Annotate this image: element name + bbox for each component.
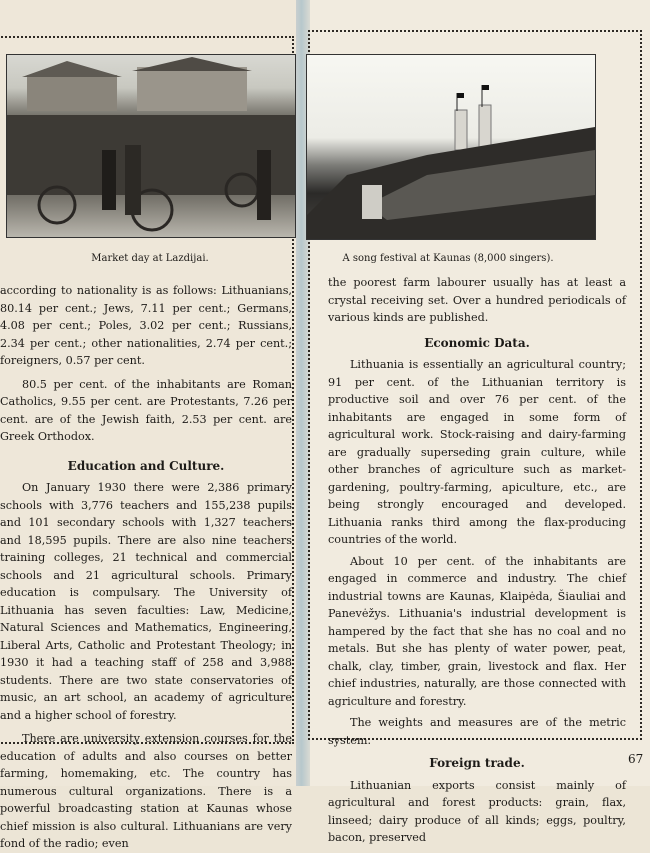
economic-heading: Economic Data. [424,335,530,350]
nationality-paragraph: according to nationality is as follows: Lithuanians, 80.14 per cent.; Jews, 7.11 per cent.; Germans, 4.08 per cent.; Poles, 3.02 per cent.; Russians, 2.34 per cent.; other nationalities, 2.74 per cent.; foreigners, 0.57 per cent. [0,284,292,367]
foreign-trade-heading: Foreign trade. [429,756,525,770]
measures-paragraph: The weights and measures are of the metric system. [328,716,626,747]
market-day-illustration [7,55,295,237]
song-festival-photo [306,54,596,240]
market-day-caption: Market day at Lazdijai. [91,253,209,264]
extension-paragraph: There are university extension courses for the education of adults and also courses on better farming, homemaking, etc. The country has numerous cultural organizations. There is a powerful broadcasting station at Kaunas whose chief mission is also cultural. Lithuanians are very fond of the radio; even [0,732,292,850]
religion-paragraph: 80.5 per cent. of the inhabitants are Roman Catholics, 9.55 per cent. are Protestants, 7.26 per cent. are of the Jewish faith, 2.53 per cent. are Greek Orthodox. [0,377,292,443]
education-heading: Education and Culture. [67,458,225,473]
page-number: 67 [628,752,644,766]
song-festival-illustration [307,55,595,239]
exports-paragraph: Lithuanian exports consist mainly of agricultural and forest products: grain, flax, linseed; dairy produce of all kinds; eggs, poultry, bacon, preserved [328,778,626,844]
agriculture-paragraph: Lithuania is essentially an agricultural country; 91 per cent. of the Lithuanian territory is productive soil and over 76 per cent. of the inhabitants are engaged in some form of agricultural work. Stock-raising and dairy-farming are gradually superseding grain culture, while other branches of agriculture such as market-gardening, poultry-farming, apiculture, etc., are being strongly encouraged and developed. Lithuania ranks third among the flax-producing countries of the world. [328,358,626,546]
song-festival-caption: A song festival at Kaunas (8,000 singers). [342,253,554,264]
education-paragraph: On January 1930 there were 2,386 primary schools with 3,776 teachers and 155,238 pupils and 101 secondary schools with 1,327 teachers and 18,595 pupils. There are also nine teachers training colleges, 21 technical and commercial schools and 21 agricultural schools. Primary education is compulsary. The University of Lithuania has seven faculties: Law, Medicine, Natural Sciences and Mathematics, Engineering, Liberal Arts, Catholic and Protestant Theology; in 1930 it had a teaching staff of 258 and 3,988 students. There are two state conservatories of music, an art school, an academy of agriculture and a higher school of forestry. [0,481,292,722]
market-day-photo [6,54,296,238]
right-text-column [328,274,626,847]
industry-paragraph: About 10 per cent. of the inhabitants are engaged in commerce and industry. The chief industrial towns are Kaunas, Klaipėda, Šiauliai and Panevėžys. Lithuania's industrial development is hampered by the fact that she has no coal and no metals. But she has plenty of water power, peat, chalk, clay, timber, grain, livestock and flax. Her chief industries, naturally, are those connected with agriculture and forestry. [328,554,626,708]
left-text-column [0,282,292,853]
radio-paragraph: the poorest farm labourer usually has at least a crystal receiving set. Over a hundred periodicals of various kinds are published. [328,276,626,324]
